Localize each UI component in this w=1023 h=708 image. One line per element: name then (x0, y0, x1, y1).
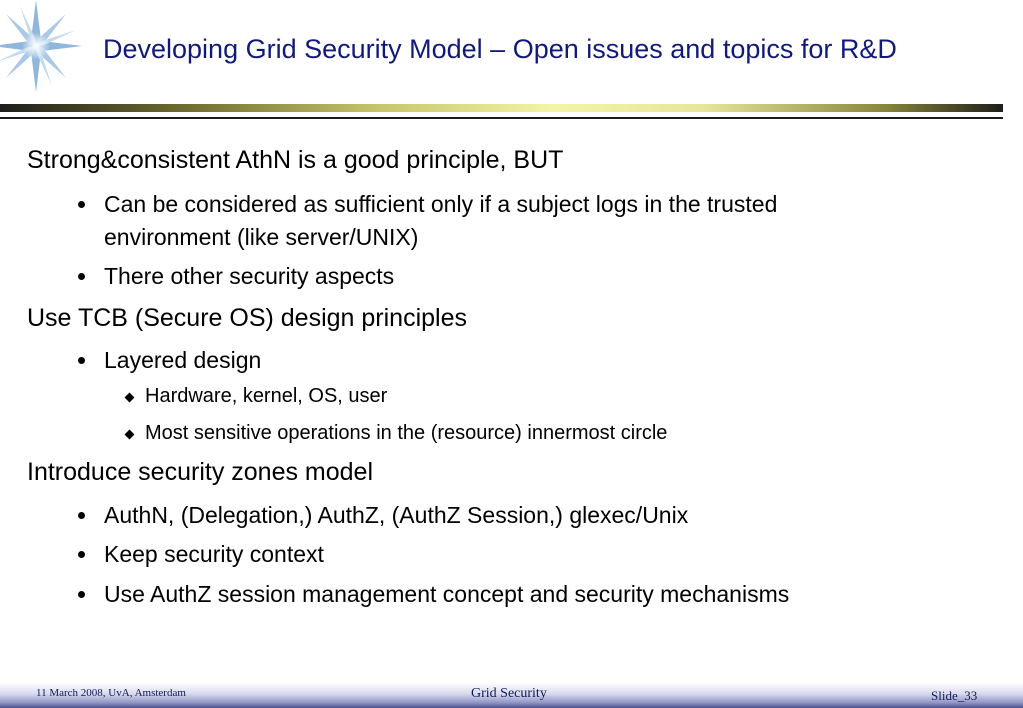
bullet-diamond-icon (125, 430, 135, 440)
bullet-text: Can be considered as sufficient only if a subject logs in the trusted (104, 191, 778, 217)
title-gradient-bar (0, 104, 1003, 112)
bullet-dot-icon (78, 201, 85, 208)
bullet-text: AuthN, (Delegation,) AuthZ, (AuthZ Session,) glexec/Unix (104, 502, 689, 528)
footer-topic: Grid Security (471, 686, 547, 701)
bullet-dot-icon (78, 357, 85, 364)
slide-title: Developing Grid Security Model – Open issues and topics for R&D (103, 34, 897, 64)
bullet-text: Keep security context (104, 541, 324, 567)
bullet-text: Layered design (104, 347, 262, 373)
footer-slide-number: Slide_33 (931, 688, 978, 703)
bullet-level3 (145, 385, 387, 408)
bullet-text-continued: environment (like server/UNIX) (104, 224, 419, 250)
bullet-text: Hardware, kernel, OS, user (145, 385, 388, 407)
bullet-level2 (104, 344, 261, 377)
star-burst-icon (0, 0, 84, 100)
bullet-text: Most sensitive operations in the (resource) innermost circle (145, 422, 668, 444)
bullet-level1: Introduce security zones model (27, 458, 374, 486)
bullet-diamond-icon (125, 393, 135, 403)
footer-date-location: 11 March 2008, UvA, Amsterdam (36, 687, 186, 699)
bullet-level1: Use TCB (Secure OS) design principles (27, 304, 467, 332)
bullet-level2 (104, 538, 324, 571)
bullet-level2 (104, 260, 394, 293)
bullet-text: There other security aspects (104, 263, 395, 289)
bullet-dot-icon (78, 591, 85, 598)
bullet-dot-icon (78, 551, 85, 558)
bullet-level2 (104, 499, 688, 532)
bullet-dot-icon (78, 273, 85, 280)
bullet-dot-icon (78, 512, 85, 519)
bullet-level1: Strong&consistent AthN is a good principle, BUT (27, 146, 564, 174)
bullet-level2 (104, 578, 789, 611)
bullet-level2 (104, 188, 777, 254)
bullet-text: Use AuthZ session management concept and security mechanisms (104, 581, 790, 607)
bullet-level3 (145, 422, 667, 445)
title-divider (0, 117, 1003, 119)
